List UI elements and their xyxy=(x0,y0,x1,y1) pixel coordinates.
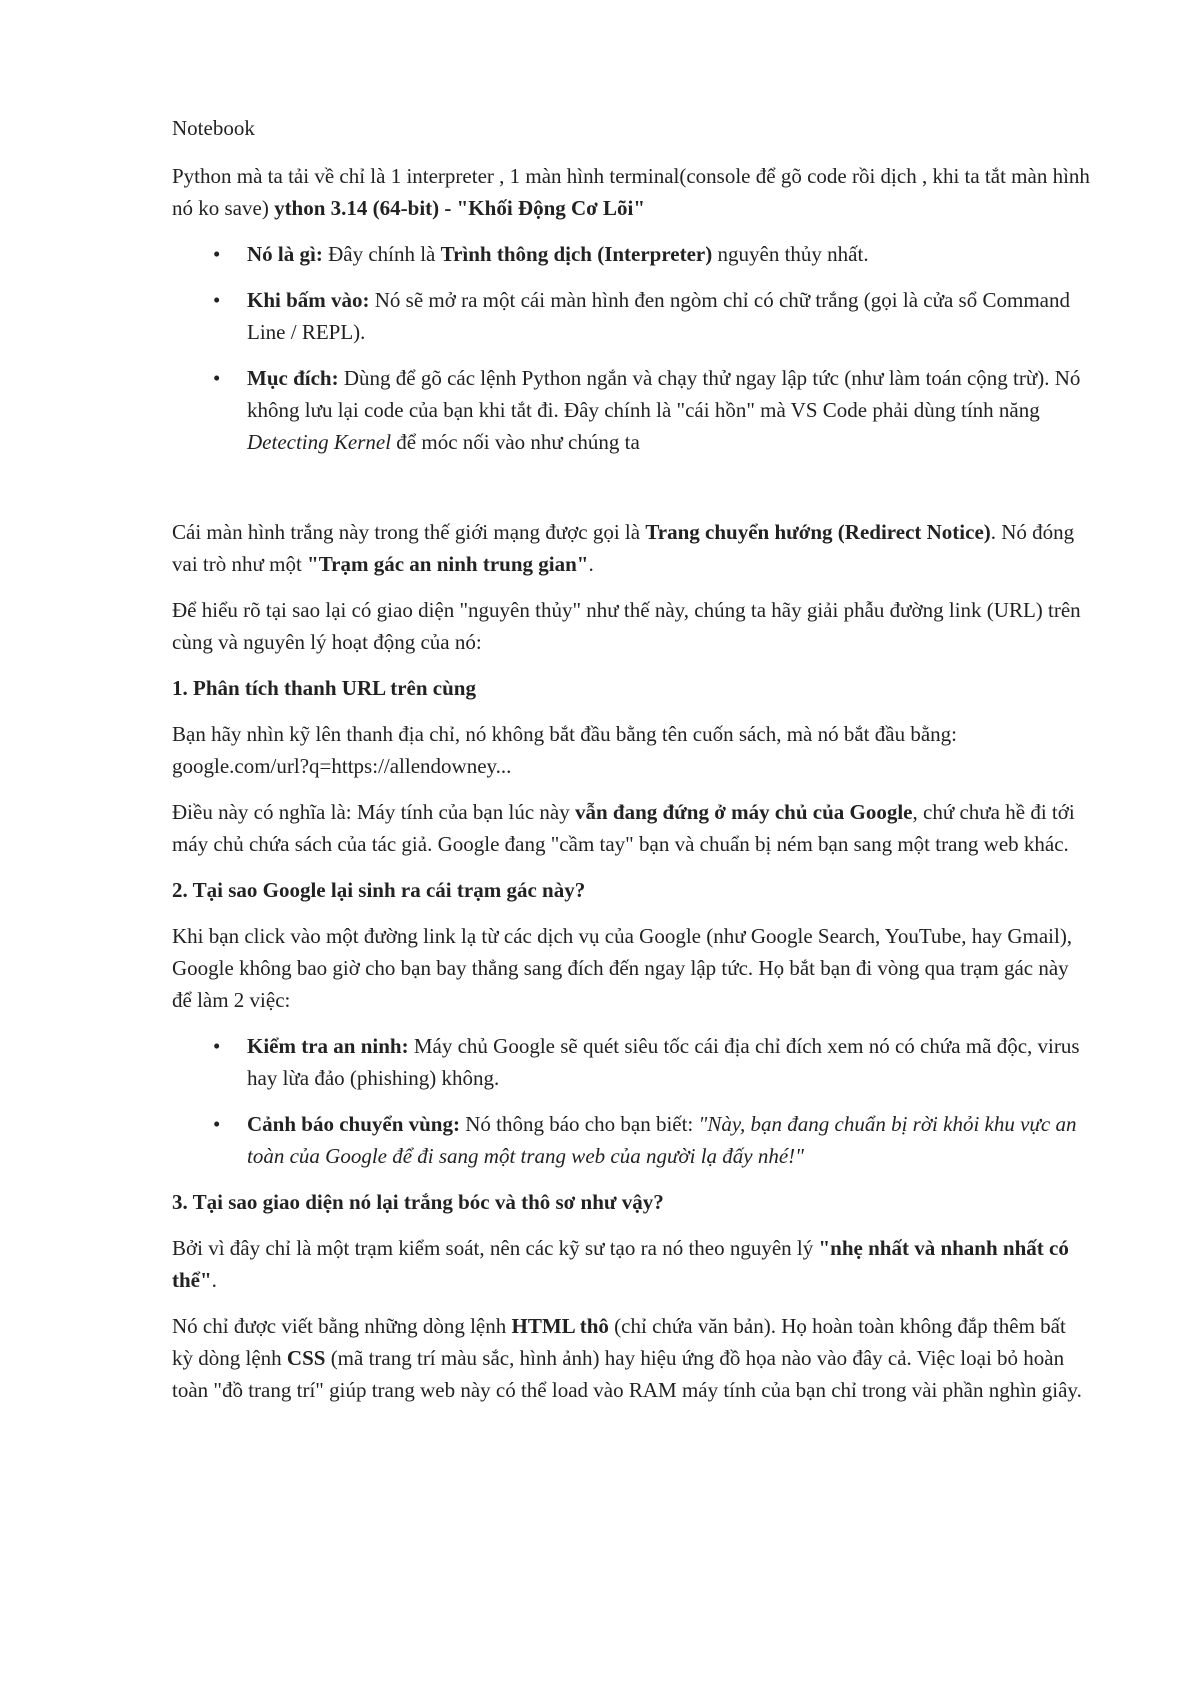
item-label: Kiểm tra an ninh: xyxy=(247,1034,409,1058)
item-label: Mục đích: xyxy=(247,366,339,390)
meaning-paragraph xyxy=(172,796,1092,860)
item-text: Dùng để gõ các lệnh Python ngắn và chạy thử ngay lập tức (như làm toán cộng trừ). Nó không lưu lại code của bạn khi tắt đi. Đây chính là "cái hồn" mà VS Code phải dùng tính năng xyxy=(247,366,1081,422)
item-text: nguyên thủy nhất. xyxy=(712,242,869,266)
item-text: Đây chính là xyxy=(322,242,441,266)
text: Điều này có nghĩa là: Máy tính của bạn lúc này xyxy=(172,800,575,824)
bold-text: "Trạm gác an ninh trung gian" xyxy=(307,552,589,576)
item-label: Khi bấm vào: xyxy=(247,288,370,312)
bullet-icon: • xyxy=(213,1034,221,1058)
item-text: Nó thông báo cho bạn biết: xyxy=(459,1112,699,1136)
item-text: để móc nối vào như chúng ta xyxy=(391,430,640,454)
bold-text: CSS xyxy=(286,1346,326,1370)
bullet-icon: • xyxy=(213,366,221,390)
heading-plain: 3. Tại sao giao diện nó lại trắng bóc và thô sơ như vậy? xyxy=(172,1190,664,1214)
item-bold: Trình thông dịch (Interpreter) xyxy=(440,242,713,266)
url-paragraph: Bạn hãy nhìn kỹ lên thanh địa chỉ, nó không bắt đầu bằng tên cuốn sách, mà nó bắt đầu bằng: google.com/url?q=https://allendowney... xyxy=(172,722,957,778)
bold-text: vẫn đang đứng ở máy chủ của Google xyxy=(574,800,913,824)
list-item xyxy=(213,362,1092,458)
explain-paragraph: Để hiểu rõ tại sao lại có giao diện "nguyên thủy" như thế này, chúng ta hãy giải phẫu đường link (URL) trên cùng và nguyên lý hoạt động của nó: xyxy=(172,598,1081,654)
python-info-list xyxy=(172,238,1092,458)
text: . Nó đóng vai trò như một xyxy=(172,520,1075,576)
item-text: Máy chủ Google sẽ quét siêu tốc cái địa chỉ đích xem nó có chứa mã độc, virus hay lừa đảo (phishing) không. xyxy=(247,1034,1080,1090)
list-item xyxy=(213,1030,1092,1094)
text: , chứ chưa hề đi tới máy chủ chứa sách của tác giả. Google đang "cầm tay" bạn và chuẩn bị ném bạn sang một trang web khác. xyxy=(172,800,1075,856)
bold-text: HTML thô xyxy=(511,1314,609,1338)
list-item xyxy=(213,238,1092,270)
document-title: Notebook xyxy=(172,116,255,140)
why-paragraph: Khi bạn click vào một đường link lạ từ các dịch vụ của Google (như Google Search, YouTube, hay Gmail), Google không bao giờ cho bạn bay thẳng sang đích đến ngay lập tức. Họ bắt bạn đi vòng qua trạm gác này để làm 2 việc: xyxy=(172,924,1073,1012)
heading-why: 2. Tại sao Google lại sinh ra cái trạm gác này? xyxy=(172,878,586,902)
text: Cái màn hình trắng này trong thế giới mạng được gọi là xyxy=(172,520,646,544)
intro-paragraph xyxy=(172,160,1092,224)
item-label: Cảnh báo chuyển vùng: xyxy=(247,1112,460,1136)
item-label: Nó là gì: xyxy=(247,242,323,266)
intro-text: Python mà ta tải về chỉ là 1 interpreter , 1 màn hình terminal(console để gõ code rồi dịch , khi ta tắt màn hình nó ko save) xyxy=(172,164,1090,220)
bullet-icon: • xyxy=(213,1112,221,1136)
bold-text: "nhẹ nhất và nhanh nhất có thể" xyxy=(172,1236,1069,1292)
html-paragraph xyxy=(172,1310,1092,1406)
spacer xyxy=(172,472,1092,516)
heading-url: 1. Phân tích thanh URL trên cùng xyxy=(172,676,476,700)
text: Bởi vì đây chỉ là một trạm kiểm soát, nên các kỹ sư tạo ra nó theo nguyên lý xyxy=(172,1236,819,1260)
google-tasks-list xyxy=(172,1030,1092,1172)
redirect-paragraph xyxy=(172,516,1092,580)
text: . xyxy=(211,1268,217,1292)
list-item xyxy=(213,284,1092,348)
text: Nó chỉ được viết bằng những dòng lệnh xyxy=(172,1314,512,1338)
bullet-icon: • xyxy=(213,288,221,312)
because-paragraph xyxy=(172,1232,1092,1296)
bold-text: Trang chuyển hướng (Redirect Notice) xyxy=(645,520,991,544)
text: . xyxy=(588,552,594,576)
intro-bold: ython 3.14 (64-bit) - "Khối Động Cơ Lõi" xyxy=(274,196,646,220)
bullet-icon: • xyxy=(213,242,221,266)
item-italic: "Này, bạn đang chuẩn bị rời khỏi khu vực an toàn của Google để đi sang một trang web của người lạ đấy nhé!" xyxy=(247,1112,1077,1168)
item-text: Nó sẽ mở ra một cái màn hình đen ngòm chỉ có chữ trắng (gọi là cửa sổ Command Line / REPL). xyxy=(247,288,1070,344)
document-page xyxy=(172,112,1092,1420)
list-item xyxy=(213,1108,1092,1172)
text: (mã trang trí màu sắc, hình ảnh) hay hiệu ứng đồ họa nào vào đây cả. Việc loại bỏ hoàn toàn "đồ trang trí" giúp trang web này có thể load vào RAM máy tính của bạn chỉ trong vài phần nghìn giây. xyxy=(172,1346,1082,1402)
text: (chỉ chứa văn bản). Họ hoàn toàn không đắp thêm bất kỳ dòng lệnh xyxy=(172,1314,1066,1370)
item-italic: Detecting Kernel xyxy=(247,430,392,454)
